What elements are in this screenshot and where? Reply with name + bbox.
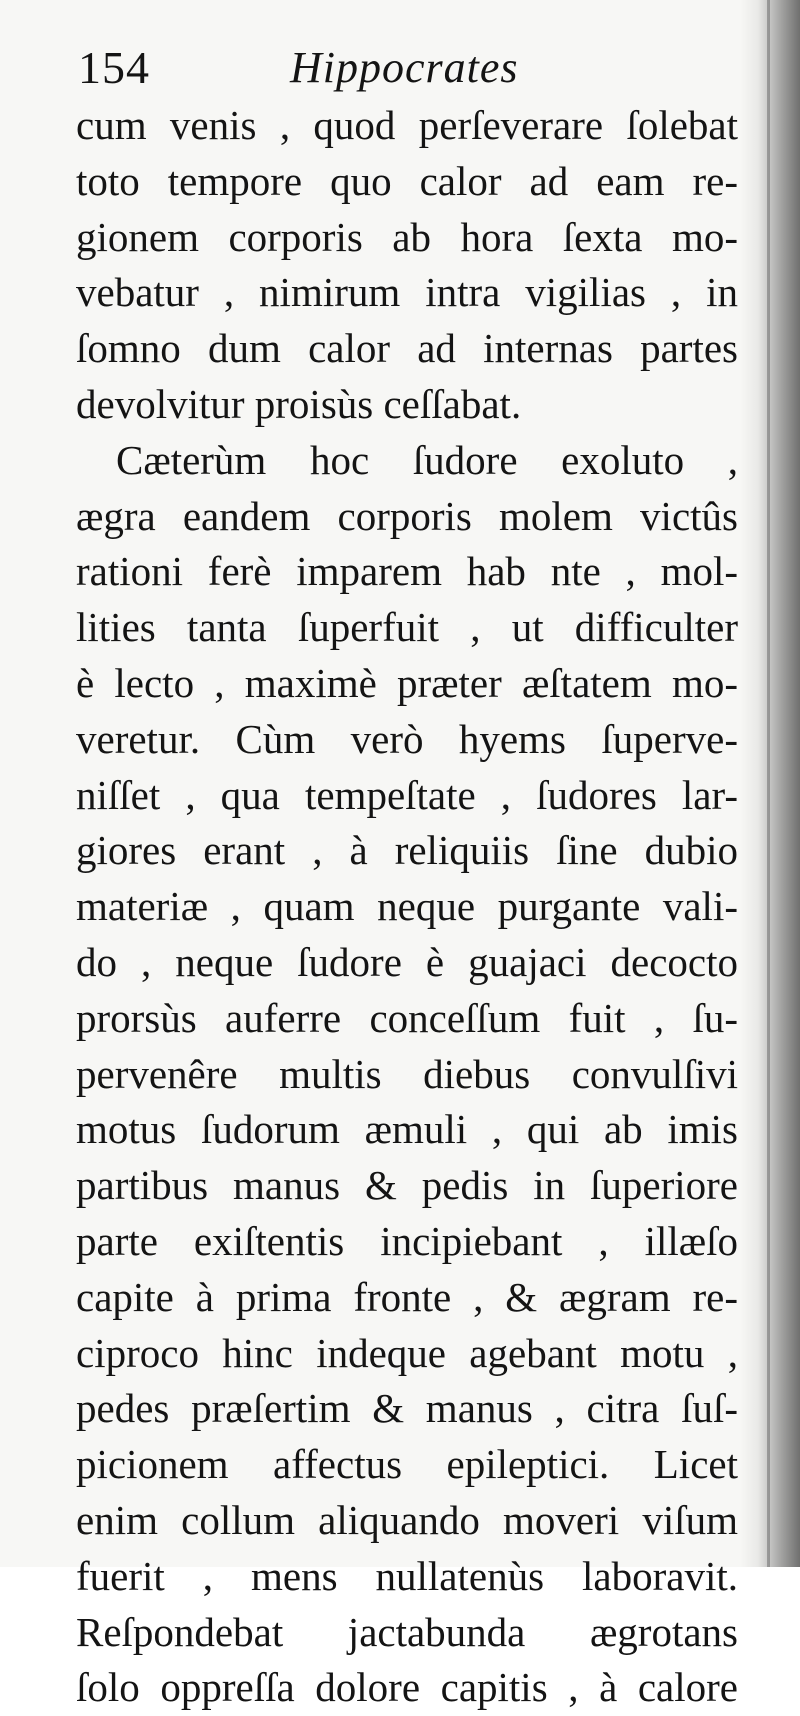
text-line: prorsùs auferre conceſſum fuit , ſu- (76, 994, 738, 1041)
running-head: Hippocrates (290, 43, 519, 92)
text-line: do , neque ſudore è guajaci decocto (76, 938, 738, 985)
text-line: niſſet , qua tempeſtate , ſudores lar- (76, 771, 738, 818)
text-line: Reſpondebat jactabunda ægrotans (76, 1608, 738, 1655)
text-line: veretur. Cùm verò hyems ſuperve- (76, 715, 738, 762)
text-line: vebatur , nimirum intra vigilias , in (76, 269, 738, 316)
text-line: è lecto , maximè præter æſtatem mo- (76, 659, 738, 706)
text-line: ſomno dum calor ad internas partes (76, 325, 738, 372)
text-line: motus ſudorum æmuli , qui ab imis (76, 1106, 738, 1153)
text-line: lities tanta ſuperfuit , ut difficulter (76, 604, 738, 651)
text-line: devolvitur proisùs ceſſabat. (76, 380, 522, 427)
page-number: 154 (78, 42, 150, 93)
text-line: ſolo oppreſſa dolore capitis , à calore (76, 1664, 738, 1711)
text-line: rationi ferè imparem hab nte , mol- (76, 548, 738, 595)
binding-edge (767, 0, 770, 1567)
text-line: picionem affectus epileptici. Licet (76, 1441, 738, 1488)
binding-gutter-shadow (740, 0, 800, 1567)
page-header (78, 38, 738, 98)
text-line: enim collum aliquando moveri viſum (76, 1496, 738, 1543)
text-line: parte exiſtentis incipiebant , illæſo (76, 1217, 738, 1264)
body-text (76, 98, 738, 1716)
text-line: ægra eandem corporis molem victûs (76, 492, 738, 539)
text-line: capite à prima fronte , & ægram re- (76, 1273, 738, 1320)
text-line: materiæ , quam neque purgante vali- (76, 883, 738, 930)
text-line: Cæterùm hoc ſudore exoluto , (116, 436, 738, 483)
text-line: gionem corporis ab hora ſexta mo- (76, 213, 738, 260)
text-line: partibus manus & pedis in ſuperiore (76, 1162, 738, 1209)
text-line: pedes præſertim & manus , citra ſuſ- (76, 1385, 738, 1432)
text-line: fuerit , mens nullatenùs laboravit. (76, 1552, 738, 1599)
text-line: giores erant , à reliquiis ſine dubio (76, 827, 738, 874)
text-line: cum venis , quod perſeverare ſolebat (76, 102, 738, 148)
text-line: ciproco hinc indeque agebant motu , (76, 1329, 738, 1376)
text-line: toto tempore quo calor ad eam re- (76, 157, 738, 204)
text-line: pervenêre multis diebus convulſivi (76, 1050, 738, 1097)
